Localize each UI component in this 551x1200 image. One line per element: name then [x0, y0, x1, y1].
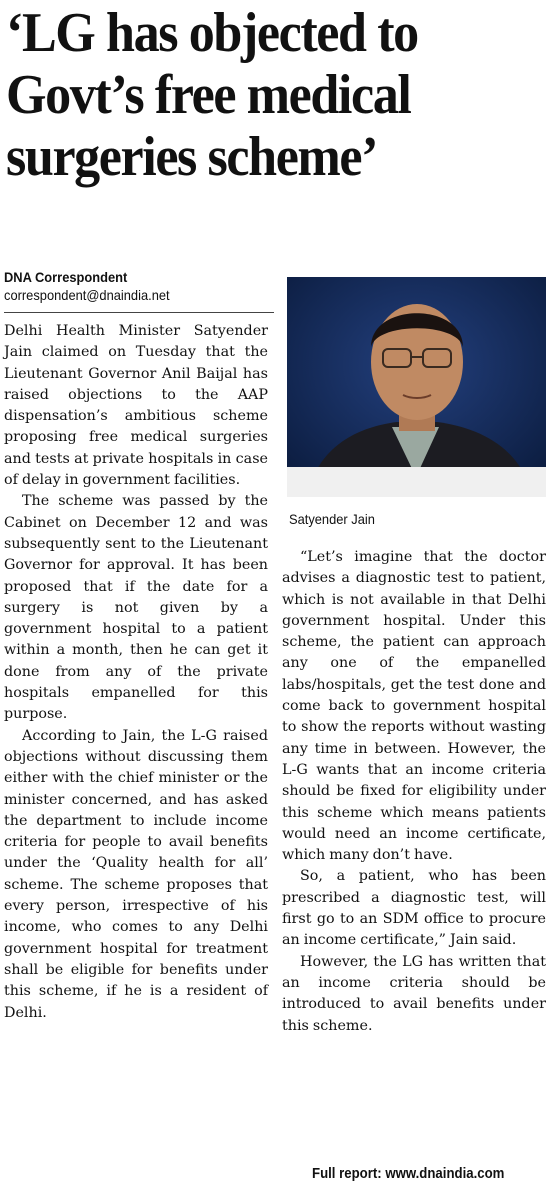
paragraph: According to Jain, the L-G raised objections without discussing them either with the chief minister or the minister concerned, and has asked the department to include income criteria for people to avail benefits under the ‘Quality health for all’ scheme. The scheme proposes that every person, irrespective of his income, who comes to any Delhi government hospital for treatment shall be eligible for benefits under this scheme, if he is a resident of Delhi.: [4, 727, 268, 1021]
headline-line-1: ‘LG has objected to: [6, 2, 418, 64]
author-name: DNA Correspondent: [4, 269, 128, 285]
paragraph: “Let’s imagine that the doctor advises a diagnostic test to patient, which is not available in that Delhi government hospital. Under this scheme, the patient can approach any one of the empanelled labs/hospitals, get the test done and come back to government hospital to show the reports without wasting any time in between. However, the L-G wants that an income criteria should be fixed for eligibility under this scheme which means patients would need an income certificate, which many don’t have.: [282, 549, 546, 864]
article-column-left: [4, 321, 268, 1024]
byline: [4, 268, 184, 304]
photo-caption: Satyender Jain: [289, 511, 375, 527]
paragraph: Delhi Health Minister Satyender Jain claimed on Tuesday that the Lieutenant Governor Anil Baijal has raised objections to the AAP dispensation’s ambitious scheme proposing free medical surgeries and tests at private hospitals in case of delay in government facilities.: [4, 323, 268, 489]
paragraph: So, a patient, who has been prescribed a diagnostic test, will first go to an SDM office to procure an income certificate,” Jain said.: [282, 868, 546, 949]
headline: [6, 2, 508, 188]
headline-line-3: surgeries scheme’: [6, 126, 378, 188]
byline-divider: [4, 312, 274, 313]
article-column-right: [282, 547, 546, 1037]
full-report-link: Full report: www.dnaindia.com: [312, 1165, 505, 1182]
author-email: correspondent@dnaindia.net: [4, 287, 170, 303]
paragraph: The scheme was passed by the Cabinet on December 12 and was subsequently sent to the Lieutenant Governor for approval. It has been proposed that if the date for a surgery is not given by a government hospital to a patient within a month, then he can get it done from any of the private hospitals empanelled for this purpose.: [4, 493, 268, 723]
photo-satyender-jain: [287, 277, 546, 497]
paragraph: However, the LG has written that an income criteria should be introduced to avail benefits under this scheme.: [282, 953, 546, 1034]
headline-line-2: Govt’s free medical: [6, 64, 411, 126]
